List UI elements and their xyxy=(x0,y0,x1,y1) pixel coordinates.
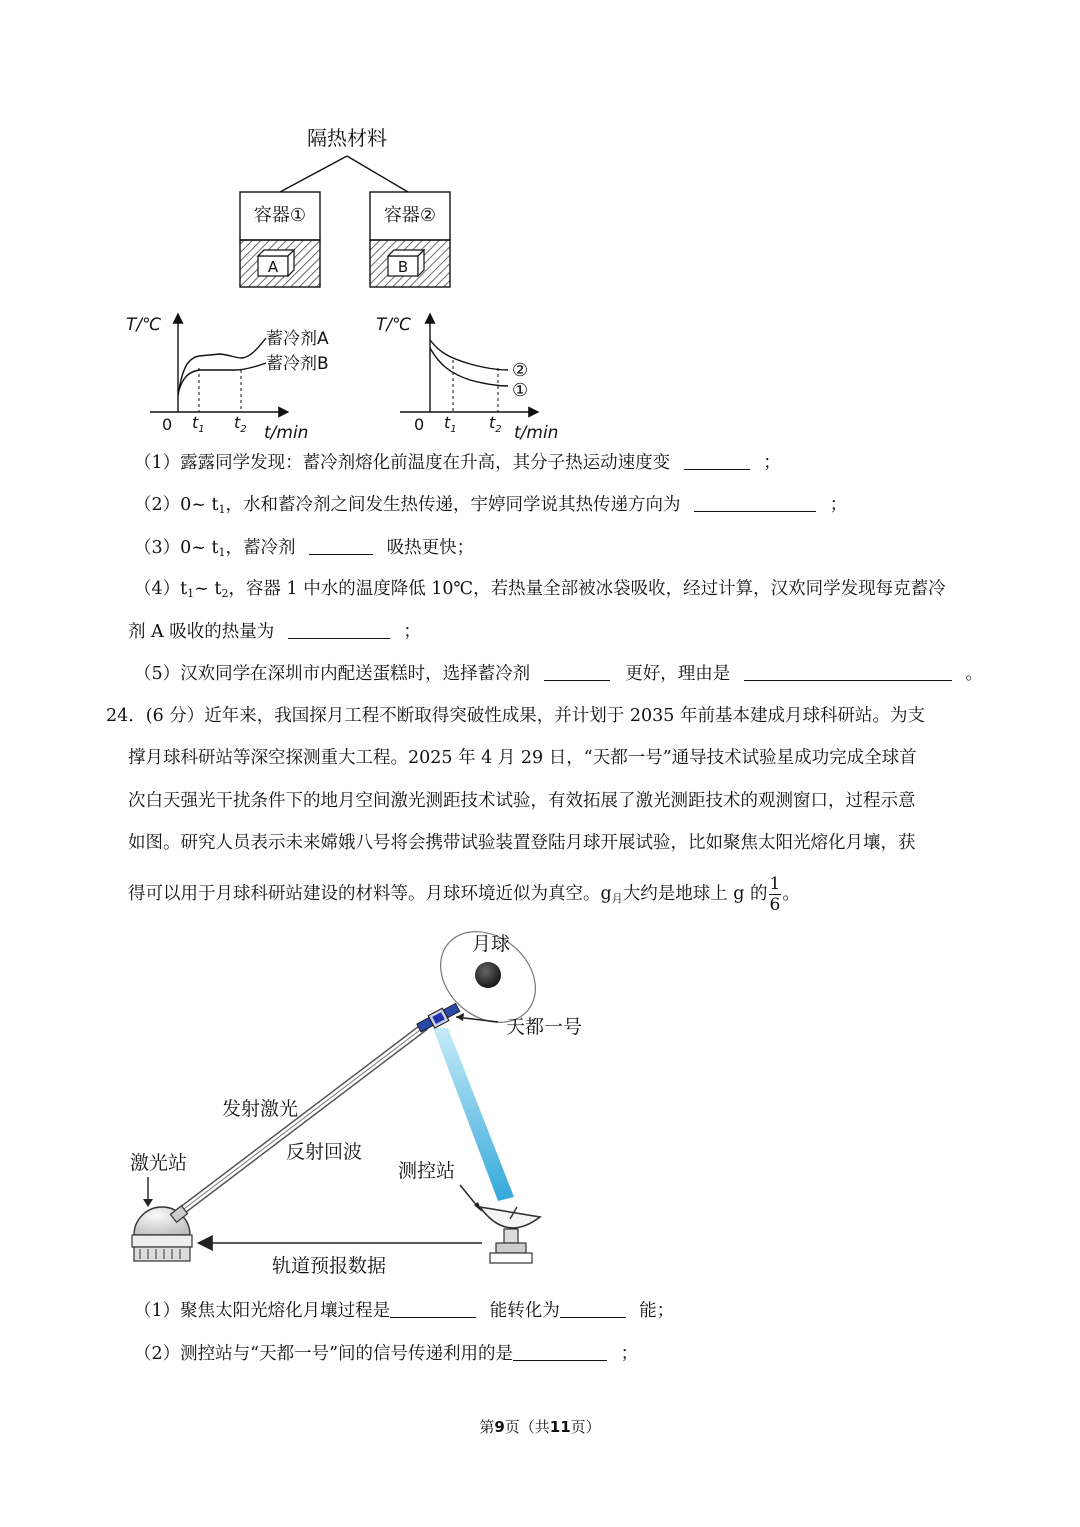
laser-ranging-diagram xyxy=(126,925,596,1285)
q23-part3-blank[interactable] xyxy=(309,536,373,555)
q23-part2 xyxy=(134,493,847,521)
fraction-one-sixth xyxy=(769,874,782,915)
fraction-denominator: 6 xyxy=(769,895,781,915)
q24-line5-a: 得可以用于月球科研站建设的材料等。月球环境近似为真空。g xyxy=(128,884,612,904)
q23-part2-sub: 1 xyxy=(218,503,226,516)
right-series-1: ① xyxy=(512,380,529,401)
container-1-label: 容器① xyxy=(253,205,307,226)
q23-part2-a: （2）0~ t xyxy=(134,495,219,515)
q23-part4 xyxy=(134,578,946,605)
q23-part4-end: ； xyxy=(403,622,421,642)
block-b xyxy=(388,250,424,276)
container-2 xyxy=(370,192,450,287)
right-y-label: T/℃ xyxy=(376,315,412,335)
q23-part4-line2-text: 剂 A 吸收的热量为 xyxy=(128,622,275,642)
q24-part2-end: ； xyxy=(620,1344,639,1364)
laser-beam xyxy=(176,1027,424,1215)
q24-line2: 撑月球科研站等深空探测重大工程。2025 年 4 月 29 日，“天都一号”通导技术试验星成功完成全球首 xyxy=(128,748,917,768)
q23-part4-blank[interactable] xyxy=(288,620,390,639)
q23-part1-text: （1）露露同学发现：蓄冷剂熔化前温度在升高，其分子热运动速度变 xyxy=(134,453,671,473)
right-t2: $t_2$ xyxy=(489,413,502,435)
left-t2: $t_2$ xyxy=(234,413,247,435)
q23-part1-end: ； xyxy=(763,453,781,473)
footer-total-pages: 11 xyxy=(549,1418,571,1436)
q23-part3-b: ，蓄冷剂 xyxy=(225,538,296,558)
insulation-label: 隔热材料 xyxy=(307,126,387,150)
satellite-label: 天都一号 xyxy=(506,1016,583,1038)
graph-right xyxy=(370,308,600,443)
q23-part5-end: 。 xyxy=(965,664,983,684)
q23-part5-blank-1[interactable] xyxy=(544,662,610,681)
block-a-label: A xyxy=(267,258,279,276)
q23-part1-blank[interactable] xyxy=(684,451,750,470)
q23-part3-end: 吸热更快； xyxy=(386,538,475,558)
left-curve-b xyxy=(178,363,266,394)
q23-part4-sub1: 1 xyxy=(187,587,195,600)
q24-line5-sub: 月 xyxy=(611,892,623,905)
left-origin: 0 xyxy=(162,415,173,434)
q23-part5-mid: 更好，理由是 xyxy=(625,664,731,684)
container-2-label: 容器② xyxy=(383,205,437,226)
q24-part1-c: 能； xyxy=(639,1301,675,1321)
q23-part2-b: ，水和蓄冷剂之间发生热传递，宇婷同学说其热传递方向为 xyxy=(225,495,681,515)
q23-part4-sub2: 2 xyxy=(221,587,229,600)
footer-pre: 第 xyxy=(479,1418,495,1436)
moon xyxy=(475,962,501,988)
q24-part1-blank-2[interactable] xyxy=(560,1299,626,1318)
container-1 xyxy=(240,192,320,287)
orbit-data-label: 轨道预报数据 xyxy=(272,1255,387,1277)
container-diagram xyxy=(230,118,470,290)
q24-part2-a: （2）测控站与“天都一号”间的信号传递利用的是 xyxy=(134,1344,514,1364)
control-station-icon xyxy=(480,1207,540,1263)
q24-line5-b: 大约是地球上 g 的 xyxy=(622,884,768,904)
q24-line1: 24．(6 分）近年来，我国探月工程不断取得突破性成果，并计划于 2035 年前基本建成月球科研站。为支 xyxy=(106,706,925,726)
block-a xyxy=(258,250,294,276)
q23-part2-end: ； xyxy=(829,495,848,515)
q23-part4-line2 xyxy=(128,620,421,643)
q24-part2 xyxy=(134,1342,638,1365)
right-series-2: ② xyxy=(512,360,529,381)
q23-part4-b: ~ t xyxy=(194,579,222,599)
right-curve-2 xyxy=(430,340,508,370)
laser-station-label: 激光站 xyxy=(130,1152,188,1174)
q24-line3: 次白天强光干扰条件下的地月空间激光测距技术试验，有效拓展了激光测距技术的观测窗口，过程示意 xyxy=(128,791,916,811)
q23-part3-sub: 1 xyxy=(218,546,226,559)
footer-post: 页） xyxy=(570,1418,601,1436)
q23-part4-a: （4）t xyxy=(134,579,188,599)
footer-mid: 页（共 xyxy=(504,1418,550,1436)
q23-part3 xyxy=(134,536,474,564)
right-curve-1 xyxy=(430,348,508,386)
q23-part5 xyxy=(134,662,983,685)
right-t1: $t_1$ xyxy=(444,413,457,435)
control-station-label: 测控站 xyxy=(398,1160,456,1182)
q23-part2-blank[interactable] xyxy=(694,493,816,512)
fraction-numerator: 1 xyxy=(769,874,781,894)
q24-part1 xyxy=(134,1299,674,1322)
moon-label: 月球 xyxy=(472,933,511,955)
graph-left xyxy=(120,308,350,443)
left-x-label: t/min xyxy=(264,423,309,443)
laser-station-icon xyxy=(132,1206,192,1261)
q24-part2-blank[interactable] xyxy=(513,1342,607,1361)
q24-line4: 如图。研究人员表示未来嫦娥八号将会携带试验装置登陆月球开展试验，比如聚焦太阳光熔化月壤，获 xyxy=(128,833,916,853)
right-x-label: t/min xyxy=(514,423,559,443)
q23-part5-text: （5）汉欢同学在深圳市内配送蛋糕时，选择蓄冷剂 xyxy=(134,664,531,684)
left-series-a: 蓄冷剂A xyxy=(266,329,329,349)
q24-part1-a: （1）聚焦太阳光熔化月壤过程是 xyxy=(134,1301,391,1321)
q23-part4-c: ，容器 1 中水的温度降低 10℃，若热量全部被冰袋吸收，经过计算，汉欢同学发现每克蓄冷 xyxy=(228,579,946,599)
page-footer xyxy=(0,1416,1080,1437)
left-y-label: T/℃ xyxy=(126,315,162,335)
q24-part1-blank-1[interactable] xyxy=(390,1299,476,1318)
q23-part1 xyxy=(134,451,781,474)
block-b-label: B xyxy=(397,258,409,276)
q24-part1-b: 能转化为 xyxy=(489,1301,560,1321)
q23-part3-a: （3）0~ t xyxy=(134,538,219,558)
q24-line5-end: 。 xyxy=(782,884,800,904)
q23-part5-blank-2[interactable] xyxy=(744,662,952,681)
right-origin: 0 xyxy=(414,415,425,434)
q24-line5 xyxy=(128,872,800,921)
laser-back-label: 反射回波 xyxy=(286,1141,363,1163)
left-series-b: 蓄冷剂B xyxy=(266,354,329,374)
left-t1: $t_1$ xyxy=(192,413,205,435)
footer-page-number: 9 xyxy=(494,1418,505,1436)
laser-out-label: 发射激光 xyxy=(222,1098,299,1120)
